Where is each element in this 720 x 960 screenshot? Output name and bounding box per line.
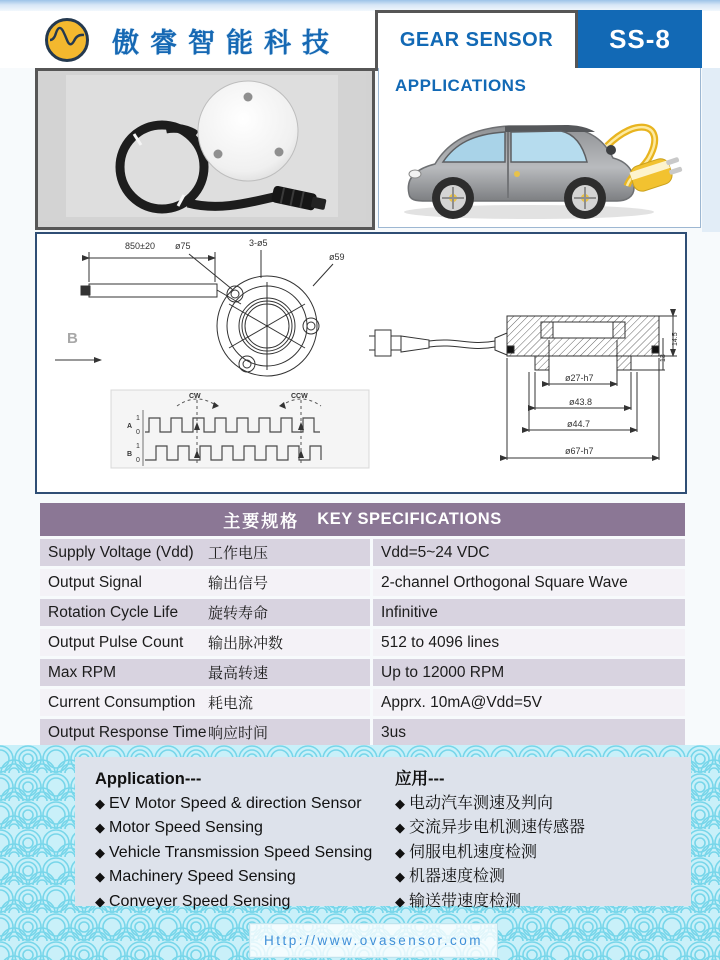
dim-dia59: ø59 xyxy=(329,252,345,262)
company-name: 傲睿智能科技 xyxy=(112,28,340,58)
list-item: ◆ Conveyer Speed Sensing xyxy=(95,892,291,910)
spec-value: Up to 12000 RPM xyxy=(373,659,685,686)
level-0-a: 0 xyxy=(136,429,140,436)
spec-label-zh: 工作电压 xyxy=(208,545,269,562)
cw-label: CW xyxy=(189,393,201,400)
applications-panel xyxy=(378,68,701,228)
spec-label-en: Output Response Time xyxy=(48,723,207,741)
website-link[interactable]: Http://www.ovasensor.com xyxy=(263,933,484,948)
spec-row-current xyxy=(40,689,685,716)
diamond-bullet-icon: ◆ xyxy=(95,844,105,860)
spec-table xyxy=(40,503,685,749)
spec-row-supply-voltage xyxy=(40,539,685,566)
dim-cable-length: 850±20 xyxy=(125,241,155,251)
diamond-bullet-icon: ◆ xyxy=(395,844,405,860)
spec-value: 2-channel Orthogonal Square Wave xyxy=(373,569,685,596)
spec-label-zh: 输出信号 xyxy=(208,575,269,592)
dim-d447: ø44.7 xyxy=(567,419,591,429)
diamond-bullet-icon: ◆ xyxy=(95,795,105,811)
spec-row-pulse-count xyxy=(40,629,685,656)
diamond-bullet-icon: ◆ xyxy=(395,869,405,884)
spec-label-zh: 响应时间 xyxy=(208,725,269,742)
diamond-bullet-icon: ◆ xyxy=(95,893,105,909)
list-item: ◆ 机器速度检测 xyxy=(395,868,506,885)
spec-label-zh: 旋转寿命 xyxy=(208,605,269,622)
spec-table-header xyxy=(40,503,685,536)
list-item: ◆ Vehicle Transmission Speed Sensing xyxy=(95,843,373,861)
product-title-box xyxy=(375,10,578,71)
level-0-b: 0 xyxy=(136,457,140,464)
diamond-bullet-icon: ◆ xyxy=(395,820,405,835)
application-heading-zh: 应用--- xyxy=(395,770,445,788)
technical-drawing xyxy=(35,232,687,494)
spec-value: Apprx. 10mA@Vdd=5V xyxy=(373,689,685,716)
list-item: ◆ 伺服电机速度检测 xyxy=(395,843,538,861)
view-b-label: B xyxy=(67,330,78,347)
diamond-bullet-icon: ◆ xyxy=(395,795,405,811)
list-item: ◆ 电动汽车测速及判向 xyxy=(395,794,554,812)
list-item: ◆ Machinery Speed Sensing xyxy=(95,868,296,885)
dim-v13: 13 xyxy=(660,354,667,362)
application-list-en xyxy=(95,767,395,910)
company-logo sine-wave-icon xyxy=(44,17,90,63)
spec-value: 512 to 4096 lines xyxy=(373,629,685,656)
application-heading-en: Application--- xyxy=(95,770,202,788)
list-item: ◆ EV Motor Speed & direction Sensor xyxy=(95,794,362,812)
spec-row-output-signal xyxy=(40,569,685,596)
spec-value: Vdd=5~24 VDC xyxy=(373,539,685,566)
ccw-label: CCW xyxy=(291,393,308,400)
product-title: GEAR SENSOR xyxy=(399,29,554,51)
level-1-b: 1 xyxy=(136,443,140,450)
model-badge xyxy=(578,10,702,68)
dim-d27: ø27-h7 xyxy=(565,373,594,383)
diamond-bullet-icon: ◆ xyxy=(95,869,105,884)
spec-title-en: KEY SPECIFICATIONS xyxy=(317,510,502,528)
dim-holes: 3-ø5 xyxy=(249,238,268,248)
spec-row-max-rpm xyxy=(40,659,685,686)
sensor-photo-illustration xyxy=(38,71,366,221)
product-photo xyxy=(35,68,375,230)
footer-url-box xyxy=(250,924,497,957)
dim-d438: ø43.8 xyxy=(569,397,593,407)
list-item: ◆ Motor Speed Sensing xyxy=(95,819,263,836)
list-item: ◆ 交流异步电机测速传感器 xyxy=(395,819,586,836)
spec-label-en: Supply Voltage (Vdd) xyxy=(48,543,194,561)
spec-label-zh: 最高转速 xyxy=(208,665,269,682)
spec-label-zh: 耗电流 xyxy=(208,695,254,712)
spec-label-zh: 输出脉冲数 xyxy=(208,635,284,652)
channel-a-label: A xyxy=(127,423,133,430)
list-item: ◆ 输送带速度检测 xyxy=(395,892,522,910)
header xyxy=(0,11,720,68)
spec-label-en: Rotation Cycle Life xyxy=(48,603,179,621)
dim-d67: ø67-h7 xyxy=(565,446,594,456)
level-1-a: 1 xyxy=(136,415,140,422)
channel-b-label: B xyxy=(127,451,133,458)
ev-car-illustration xyxy=(379,98,698,224)
dim-dia75: ø75 xyxy=(175,241,191,251)
spec-label-en: Output Pulse Count xyxy=(48,633,184,651)
application-list-zh xyxy=(395,767,586,910)
dim-v145: 14.5 xyxy=(672,332,679,346)
spec-value: Infinitive xyxy=(373,599,685,626)
spec-row-rotation-life xyxy=(40,599,685,626)
model-number: SS-8 xyxy=(609,23,671,54)
diamond-bullet-icon: ◆ xyxy=(395,893,405,909)
spec-title-zh: 主要规格 xyxy=(223,512,300,531)
applications-title: APPLICATIONS xyxy=(395,76,527,95)
application-section xyxy=(75,757,691,910)
spec-label-en: Max RPM xyxy=(48,663,117,681)
spec-value: 3us xyxy=(373,719,685,746)
spec-label-en: Current Consumption xyxy=(48,693,196,711)
spec-row-response-time xyxy=(40,719,685,746)
spec-label-en: Output Signal xyxy=(48,573,142,591)
diamond-bullet-icon: ◆ xyxy=(95,820,105,835)
